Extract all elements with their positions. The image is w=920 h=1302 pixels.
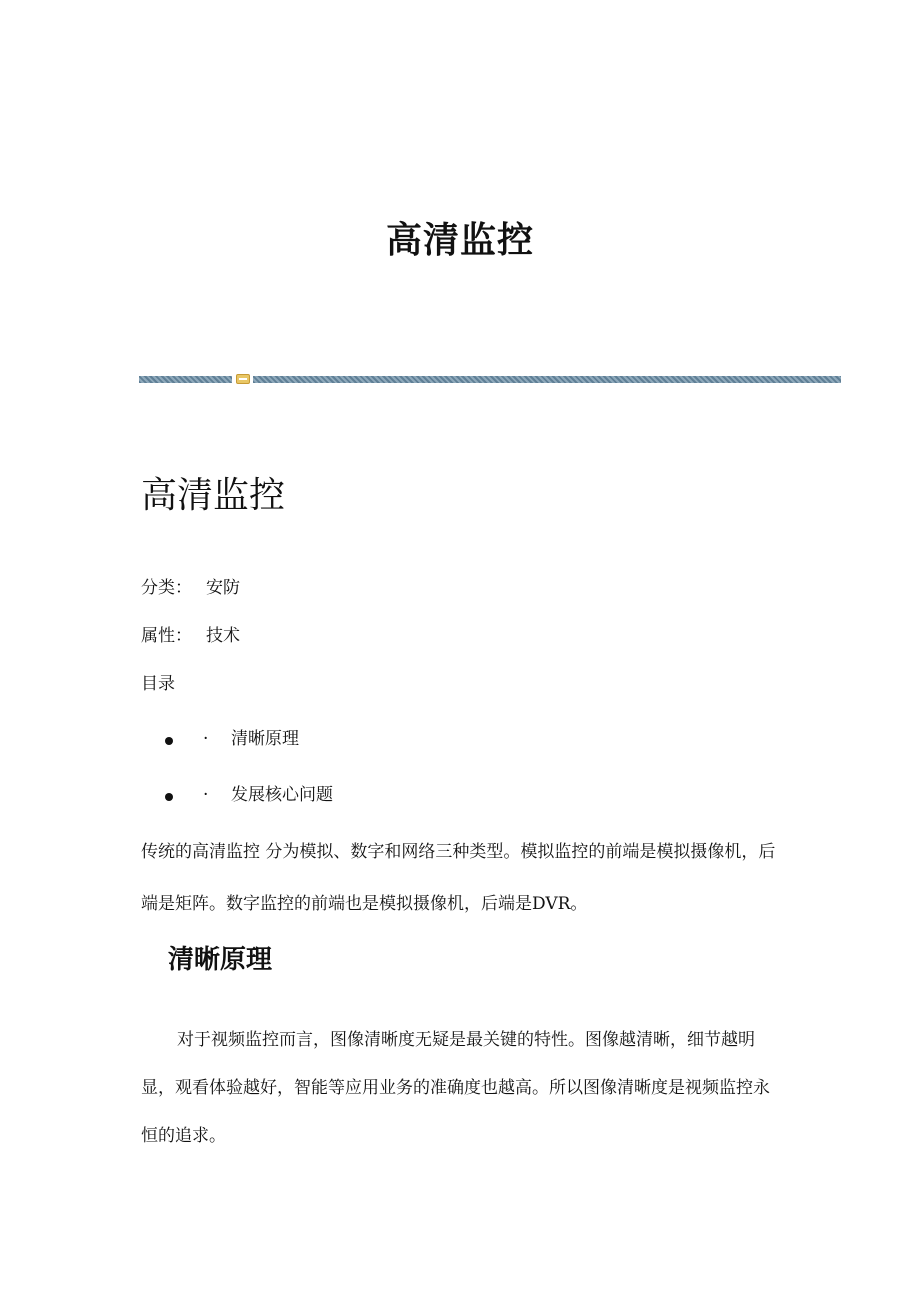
toc-heading: 目录 <box>141 674 175 694</box>
divider-bar-left <box>139 376 232 383</box>
decorative-divider <box>139 374 841 384</box>
divider-bar-right <box>253 376 841 383</box>
toc-dot: · <box>203 729 209 749</box>
toc-item-label[interactable]: 发展核心问题 <box>231 785 333 805</box>
toc-dot: · <box>203 785 209 805</box>
attribute-label: 属性： <box>141 626 192 646</box>
divider-emblem-icon <box>236 374 250 384</box>
cover-title: 高清监控 <box>385 219 534 261</box>
category-label: 分类： <box>141 578 192 598</box>
category-line <box>141 576 240 600</box>
bullet-icon <box>165 793 173 801</box>
document-title: 高清监控 <box>141 475 286 516</box>
intro-paragraph: 传统的高清监控 分为模拟、数字和网络三种类型。模拟监控的前端是模拟摄像机，后端是矩阵。数字监控的前端也是模拟摄像机，后端是DVR。 <box>141 842 776 914</box>
bullet-icon <box>165 737 173 745</box>
attribute-line <box>141 624 240 648</box>
toc-item-clarity-principle[interactable] <box>165 726 333 782</box>
section-body-clarity-principle: 对于视频监控而言，图像清晰度无疑是最关键的特性。图像越清晰，细节越明显，观看体验越好，智能等应用业务的准确度也越高。所以图像清晰度是视频监控永恒的追求。 <box>141 1030 770 1146</box>
section-heading-clarity-principle: 清晰原理 <box>168 945 273 975</box>
toc-item-label[interactable]: 清晰原理 <box>231 729 299 749</box>
attribute-value: 技术 <box>206 626 240 646</box>
table-of-contents <box>165 726 333 838</box>
category-value: 安防 <box>206 578 240 598</box>
